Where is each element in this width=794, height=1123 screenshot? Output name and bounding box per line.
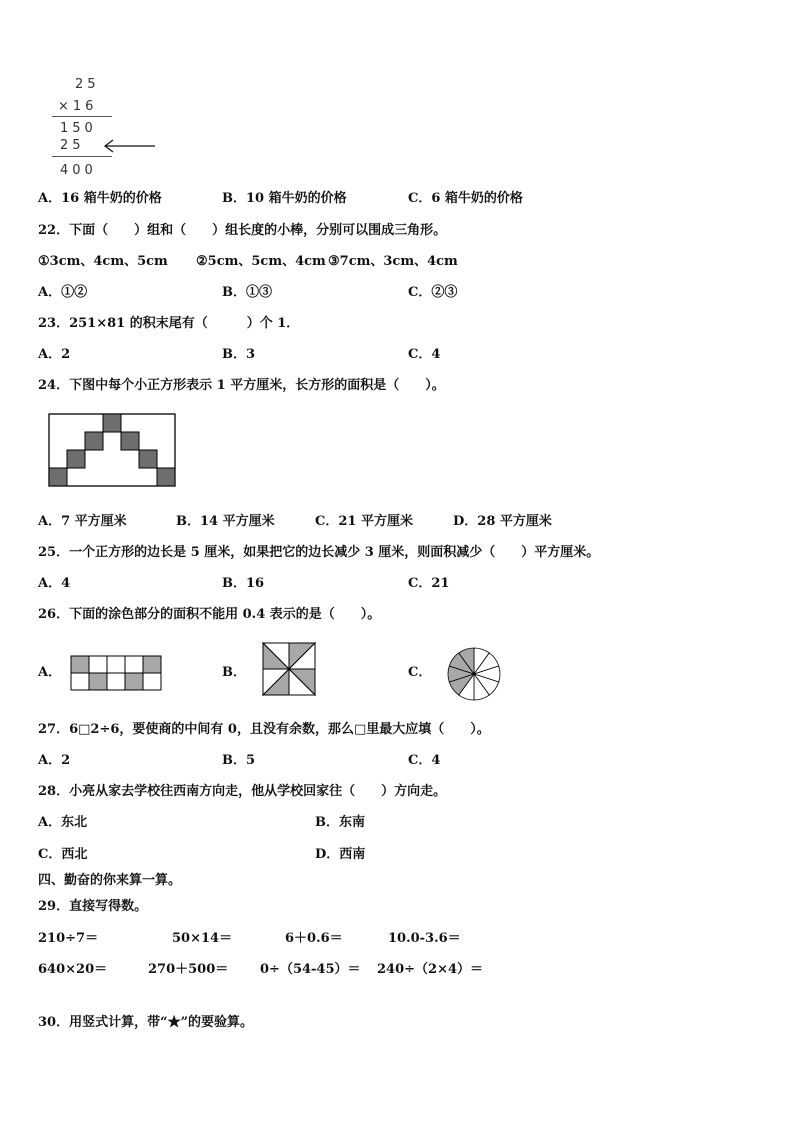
- calc-divider: [52, 156, 112, 157]
- q28-option-d: D．西南: [315, 847, 366, 862]
- q26-circle-figure: [446, 646, 502, 702]
- q26-option-a: A．: [38, 665, 62, 680]
- q22-set-1: ①3cm、4cm、5cm: [38, 254, 168, 269]
- q27-option-a: A．2: [38, 753, 71, 768]
- q24-stem: 24．下图中每个小正方形表示 1 平方厘米，长方形的面积是（ ）。: [38, 378, 445, 393]
- q23-option-a: A．2: [38, 347, 71, 362]
- q22-option-b: B．①③: [222, 285, 272, 300]
- q23-stem: 23．251×81 的积末尾有（ ）个 1．: [38, 316, 300, 331]
- q22-set-2: ②5cm、5cm、4cm: [196, 254, 326, 269]
- q26-stem: 26．下面的涂色部分的面积不能用 0.4 表示的是（ ）。: [38, 607, 381, 622]
- calc-line-1: 25: [75, 77, 100, 92]
- q21-option-a: A．16 箱牛奶的价格: [38, 191, 162, 206]
- q25-option-c: C．21: [408, 576, 450, 591]
- calc-divider: [52, 116, 112, 117]
- q29-expr-2: 50×14＝: [172, 931, 233, 946]
- q25-option-a: A．4: [38, 576, 71, 591]
- q22-stem: 22．下面（ ）组和（ ）组长度的小棒，分别可以围成三角形。: [38, 223, 447, 238]
- q29-expr-4: 10.0-3.6＝: [388, 931, 461, 946]
- q25-option-b: B．16: [222, 576, 265, 591]
- q29-expr-5: 640×20＝: [38, 962, 108, 977]
- q24-option-b: B．14 平方厘米: [176, 514, 275, 529]
- q27-option-b: B．5: [222, 753, 256, 768]
- q29-expr-7: 0÷（54-45）＝: [260, 962, 361, 977]
- q26-square-figure: [262, 642, 316, 696]
- q28-stem: 28．小亮从家去学校往西南方向走，他从学校回家往（ ）方向走。: [38, 784, 447, 799]
- q29-expr-6: 270＋500＝: [148, 962, 229, 977]
- q22-option-c: C．②③: [408, 285, 458, 300]
- section-heading: 四、勤奋的你来算一算。: [38, 873, 182, 888]
- calc-line-5: 400: [60, 163, 97, 178]
- q23-option-c: C．4: [408, 347, 441, 362]
- calc-line-3: 150: [60, 121, 97, 136]
- q29-stem: 29．直接写得数。: [38, 899, 148, 914]
- q24-option-d: D．28 平方厘米: [453, 514, 552, 529]
- calc-line-4: 25: [60, 138, 85, 153]
- q29-expr-8: 240÷（2×4）＝: [377, 962, 484, 977]
- q30-stem: 30．用竖式计算，带“★”的要验算。: [38, 1015, 254, 1030]
- q26-option-b: B．: [222, 665, 246, 680]
- q21-option-c: C．6 箱牛奶的价格: [408, 191, 523, 206]
- q25-stem: 25．一个正方形的边长是 5 厘米，如果把它的边长减少 3 厘米，则面积减少（ ）平方厘米。: [38, 545, 600, 560]
- q24-option-c: C．21 平方厘米: [315, 514, 413, 529]
- q22-option-a: A．①②: [38, 285, 88, 300]
- arrow-left-icon: [100, 139, 158, 153]
- calc-line-2: ×16: [58, 99, 98, 114]
- q28-option-c: C．西北: [38, 847, 88, 862]
- q27-stem: 27．6□2÷6，要使商的中间有 0，且没有余数，那么□里最大应填（ ）。: [38, 722, 490, 737]
- q27-option-c: C．4: [408, 753, 441, 768]
- q24-option-a: A．7 平方厘米: [38, 514, 127, 529]
- q23-option-b: B．3: [222, 347, 256, 362]
- q28-option-a: A．东北: [38, 815, 88, 830]
- q24-staircase-figure: [48, 412, 178, 488]
- q26-option-c: C．: [408, 665, 432, 680]
- q28-option-b: B．东南: [315, 815, 365, 830]
- q22-set-3: ③7cm、3cm、4cm: [328, 254, 458, 269]
- q29-expr-3: 6＋0.6＝: [285, 931, 343, 946]
- q29-expr-1: 210÷7＝: [38, 931, 99, 946]
- q21-option-b: B．10 箱牛奶的价格: [222, 191, 347, 206]
- q26-grid-figure: [70, 655, 166, 693]
